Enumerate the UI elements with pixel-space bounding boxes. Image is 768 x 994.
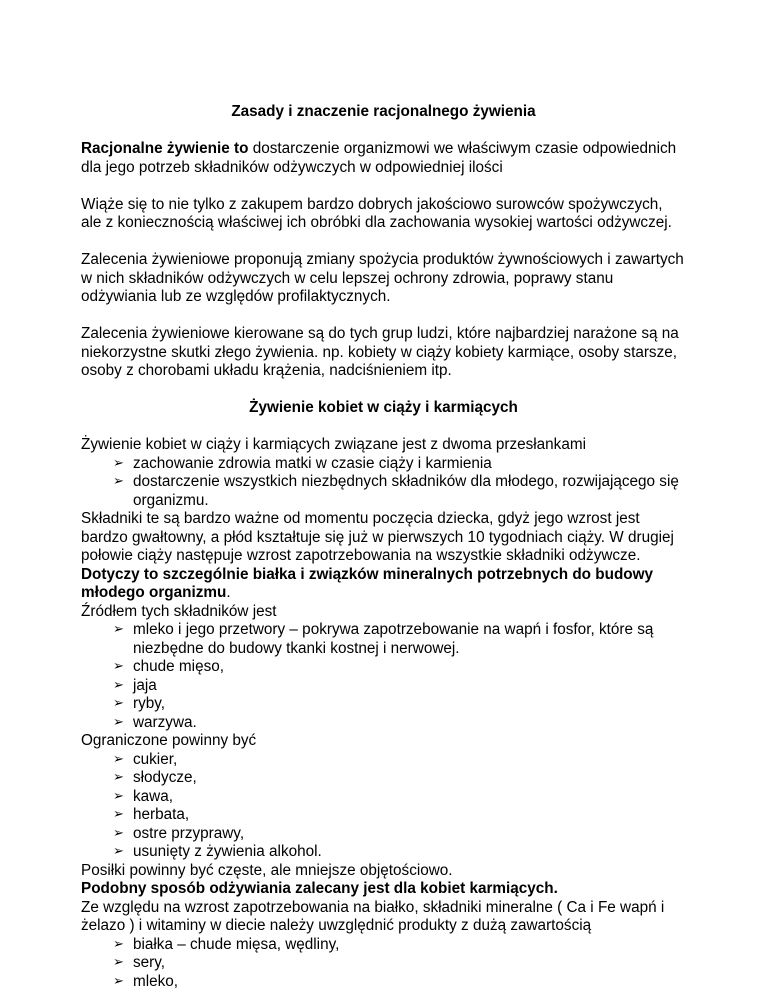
premises-list [81,455,686,511]
list-item: ➢ ostre przyprawy, [113,825,686,844]
paragraph-processing: Wiąże się to nie tylko z zakupem bardzo dobrych jakościowo surowców spożywczych, ale z koniecznością właściwej ich obróbki dla zachowania wysokiej wartości odżywczej. [81,195,672,231]
heading-pregnant-nursing: Żywienie kobiet w ciąży i karmiących [249,399,518,416]
paragraph-meals: Posiłki powinny być częste, ale mniejsze objętościowo. [81,861,453,879]
nutrients-end: . [226,584,231,601]
paragraph-premises-intro: Żywienie kobiet w ciąży i karmiących związane jest z dwoma przesłankami [81,436,586,453]
heading-rational-nutrition: Zasady i znaczenie racjonalnego żywienia [231,103,536,120]
sources-heading: Źródłem tych składników jest [81,602,277,620]
list-item: ➢ dostarczenie wszystkich niezbędnych składników dla młodego, rozwijającego się organizmu. [113,473,686,510]
list-item: ➢ mleko i jego przetwory – pokrywa zapotrzebowanie na wapń i fosfor, które są niezbędne do budowy tkanki kostnej i nerwowej. [113,621,686,658]
list-item: ➢ słodycze, [113,769,686,788]
paragraph-nursing [81,880,686,899]
list-item: ➢ warzywa. [113,714,686,733]
list-item: ➢ białka – chude mięsa, wędliny, [113,936,686,955]
paragraph-recommendations: Zalecenia żywieniowe proponują zmiany spożycia produktów żywnościowych i zawartych w nich składników odżywczych w celu lepszej ochrony zdrowia, poprawy stanu odżywiania lub ze względów profilaktycznych. [81,251,684,305]
list-item: ➢ kawa, [113,788,686,807]
list-item: ➢ jaja [113,677,686,696]
paragraph-requirements: Ze względu na wzrost zapotrzebowania na białko, składniki mineralne ( Ca i Fe wapń i żelazo ) i witaminy w diecie należy uwzględnić produkty z dużą zawartością [81,898,665,934]
definition-term: Racjonalne żywienie to [81,140,249,157]
document-content [81,103,686,991]
limits-heading: Ograniczone powinny być [81,732,257,749]
nutrients-text: Składniki te są bardzo ważne od momentu poczęcia dziecka, gdyż jego wzrost jest bardzo gwałtowny, a płód kształtuje się już w pierwszych 10 tygodniach ciąży. W drugiej połowie ciąży następuje wzrost zapotrzebowania na wszystkie składniki odżywcze. [81,510,674,564]
list-item: ➢ cukier, [113,751,686,770]
products-list [81,936,686,992]
list-item: ➢ mleko, [113,973,686,992]
list-item: ➢ zachowanie zdrowia matki w czasie ciąży i karmienia [113,455,686,474]
paragraph-target-groups: Zalecenia żywieniowe kierowane są do tych grup ludzi, które najbardziej narażone są na niekorzystne skutki złego żywienia. np. kobiety w ciąży kobiety karmiące, osoby starsze, osoby z chorobami układu krążenia, nadciśnieniem itp. [81,325,679,379]
definition-text: dostarczenie organizmowi we właściwym czasie odpowiednich dla jego potrzeb składników odżywczych w odpowiedniej ilości [81,140,677,176]
paragraph-definition [81,140,686,177]
list-item: ➢ ryby, [113,695,686,714]
list-item: ➢ chude mięso, [113,658,686,677]
list-item: ➢ usunięty z żywienia alkohol. [113,843,686,862]
list-item: ➢ sery, [113,954,686,973]
nutrients-emphasis: Dotyczy to szczególnie białka i związków mineralnych potrzebnych do budowy młodego organizmu [81,565,654,601]
nursing-emphasis: Podobny sposób odżywiania zalecany jest dla kobiet karmiących. [81,880,558,897]
list-item: ➢ herbata, [113,806,686,825]
sources-list [81,621,686,732]
limits-list [81,751,686,862]
paragraph-nutrients-importance [81,510,686,603]
